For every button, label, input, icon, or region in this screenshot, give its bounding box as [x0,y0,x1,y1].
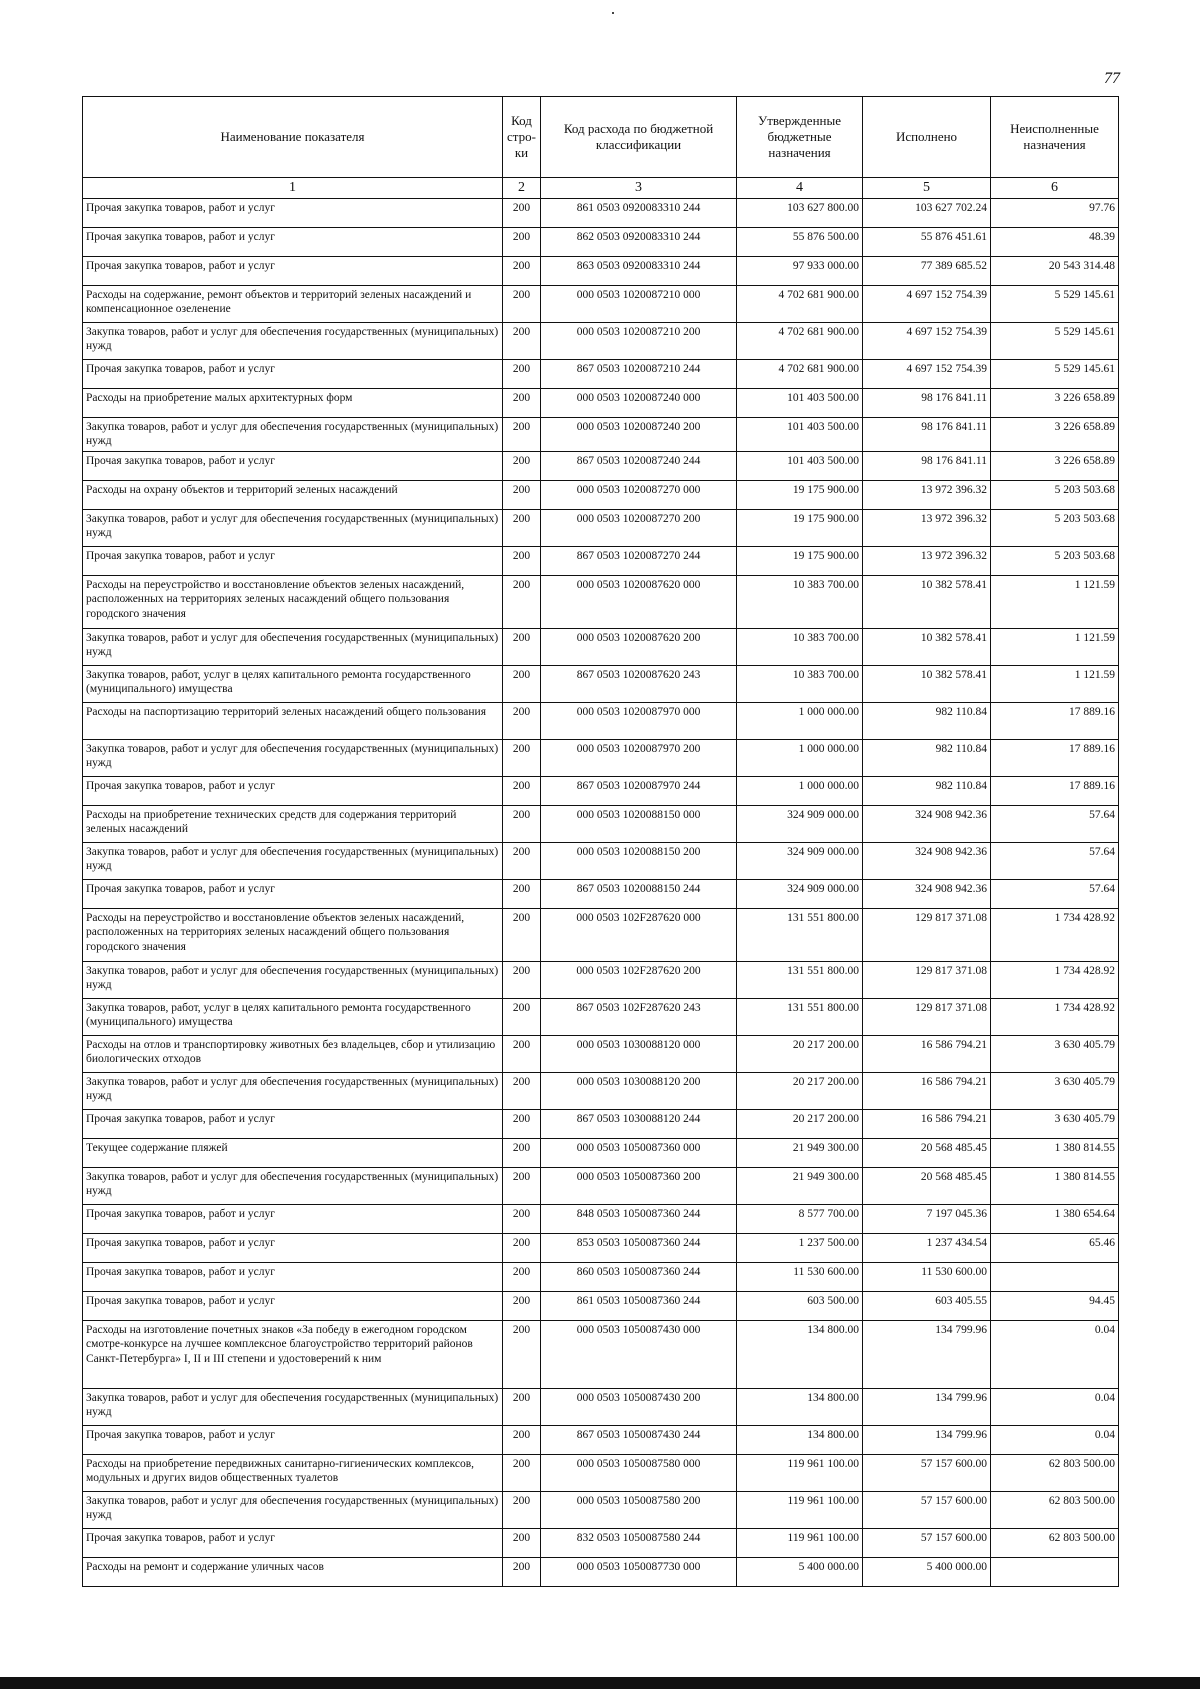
table-row [83,1388,1119,1425]
row-name: Закупка товаров, работ и услуг для обеспечения государственных (муниципальных) нужд [83,1388,503,1425]
row-name: Прочая закупка товаров, работ и услуг [83,199,503,228]
row-unexecuted-amount: 0.04 [991,1320,1119,1388]
row-approved-amount: 324 909 000.00 [737,879,863,908]
row-executed-amount: 4 697 152 754.39 [863,286,991,323]
row-executed-amount: 134 799.96 [863,1320,991,1388]
row-approved-amount: 4 702 681 900.00 [737,286,863,323]
row-approved-amount: 131 551 800.00 [737,998,863,1035]
header-line-code: Код стро-ки [503,97,541,178]
table-row [83,842,1119,879]
row-executed-amount: 77 389 685.52 [863,257,991,286]
row-executed-amount: 134 799.96 [863,1425,991,1454]
row-unexecuted-amount: 5 203 503.68 [991,509,1119,546]
row-line-code: 200 [503,1425,541,1454]
row-executed-amount: 20 568 485.45 [863,1167,991,1204]
table-row [83,286,1119,323]
row-expense-code: 000 0503 1020087210 000 [541,286,737,323]
row-expense-code: 867 0503 1020088150 244 [541,879,737,908]
row-approved-amount: 4 702 681 900.00 [737,360,863,389]
budget-execution-table [82,96,1119,1587]
row-line-code: 200 [503,360,541,389]
row-unexecuted-amount: 1 734 428.92 [991,908,1119,961]
table-row [83,739,1119,776]
row-expense-code: 867 0503 1020087210 244 [541,360,737,389]
row-unexecuted-amount: 3 226 658.89 [991,389,1119,418]
row-line-code: 200 [503,776,541,805]
row-executed-amount: 1 237 434.54 [863,1233,991,1262]
row-executed-amount: 324 908 942.36 [863,842,991,879]
row-line-code: 200 [503,1388,541,1425]
row-unexecuted-amount: 17 889.16 [991,739,1119,776]
row-line-code: 200 [503,1557,541,1586]
row-expense-code: 000 0503 1050087730 000 [541,1557,737,1586]
row-name: Прочая закупка товаров, работ и услуг [83,228,503,257]
row-name: Закупка товаров, работ и услуг для обеспечения государственных (муниципальных) нужд [83,1491,503,1528]
row-line-code: 200 [503,1072,541,1109]
row-name: Закупка товаров, работ и услуг для обеспечения государственных (муниципальных) нужд [83,323,503,360]
row-unexecuted-amount: 3 630 405.79 [991,1035,1119,1072]
table-row [83,451,1119,480]
row-unexecuted-amount: 65.46 [991,1233,1119,1262]
table-row [83,1320,1119,1388]
row-expense-code: 000 0503 1020087970 000 [541,702,737,739]
row-expense-code: 000 0503 1030088120 200 [541,1072,737,1109]
scan-edge-bar [0,1677,1200,1689]
row-executed-amount: 16 586 794.21 [863,1035,991,1072]
row-executed-amount: 5 400 000.00 [863,1557,991,1586]
row-line-code: 200 [503,998,541,1035]
row-unexecuted-amount: 0.04 [991,1425,1119,1454]
row-expense-code: 867 0503 1050087430 244 [541,1425,737,1454]
row-expense-code: 000 0503 102F287620 200 [541,961,737,998]
table-row [83,1204,1119,1233]
row-executed-amount: 4 697 152 754.39 [863,360,991,389]
row-approved-amount: 19 175 900.00 [737,480,863,509]
row-expense-code: 000 0503 1020087240 000 [541,389,737,418]
row-approved-amount: 1 237 500.00 [737,1233,863,1262]
row-name: Прочая закупка товаров, работ и услуг [83,257,503,286]
row-line-code: 200 [503,1035,541,1072]
row-expense-code: 861 0503 1050087360 244 [541,1291,737,1320]
row-line-code: 200 [503,1291,541,1320]
row-name: Закупка товаров, работ и услуг для обеспечения государственных (муниципальных) нужд [83,739,503,776]
row-line-code: 200 [503,1109,541,1138]
row-name: Прочая закупка товаров, работ и услуг [83,1528,503,1557]
row-expense-code: 000 0503 1050087430 200 [541,1388,737,1425]
row-approved-amount: 20 217 200.00 [737,1109,863,1138]
row-line-code: 200 [503,1138,541,1167]
row-expense-code: 000 0503 1030088120 000 [541,1035,737,1072]
row-approved-amount: 324 909 000.00 [737,842,863,879]
row-unexecuted-amount: 5 529 145.61 [991,286,1119,323]
row-expense-code: 000 0503 1050087360 200 [541,1167,737,1204]
row-line-code: 200 [503,228,541,257]
row-line-code: 200 [503,908,541,961]
row-name: Текущее содержание пляжей [83,1138,503,1167]
header-expense-code: Код расхода по бюджетной классификации [541,97,737,178]
table-row [83,575,1119,628]
row-unexecuted-amount: 1 380 814.55 [991,1167,1119,1204]
row-unexecuted-amount [991,1262,1119,1291]
row-name: Расходы на переустройство и восстановление объектов зеленых насаждений, расположенных на территориях зеленых насаждений общего пользования городского значения [83,908,503,961]
row-line-code: 200 [503,739,541,776]
row-approved-amount: 101 403 500.00 [737,418,863,452]
row-executed-amount: 10 382 578.41 [863,575,991,628]
row-executed-amount: 13 972 396.32 [863,480,991,509]
row-line-code: 200 [503,418,541,452]
row-unexecuted-amount: 3 226 658.89 [991,418,1119,452]
row-line-code: 200 [503,389,541,418]
table-row [83,418,1119,452]
row-executed-amount: 103 627 702.24 [863,199,991,228]
table-row [83,323,1119,360]
row-name: Расходы на паспортизацию территорий зеленых насаждений общего пользования [83,702,503,739]
row-executed-amount: 57 157 600.00 [863,1491,991,1528]
row-approved-amount: 134 800.00 [737,1388,863,1425]
row-name: Расходы на ремонт и содержание уличных часов [83,1557,503,1586]
row-name: Прочая закупка товаров, работ и услуг [83,1233,503,1262]
row-line-code: 200 [503,575,541,628]
row-executed-amount: 324 908 942.36 [863,805,991,842]
row-approved-amount: 5 400 000.00 [737,1557,863,1586]
row-unexecuted-amount: 3 226 658.89 [991,451,1119,480]
table-row [83,1425,1119,1454]
row-unexecuted-amount: 17 889.16 [991,776,1119,805]
row-name: Закупка товаров, работ и услуг для обеспечения государственных (муниципальных) нужд [83,1167,503,1204]
row-unexecuted-amount: 62 803 500.00 [991,1528,1119,1557]
row-approved-amount: 11 530 600.00 [737,1262,863,1291]
row-unexecuted-amount: 1 121.59 [991,628,1119,665]
row-unexecuted-amount [991,1557,1119,1586]
row-unexecuted-amount: 62 803 500.00 [991,1491,1119,1528]
row-line-code: 200 [503,628,541,665]
row-approved-amount: 55 876 500.00 [737,228,863,257]
row-unexecuted-amount: 17 889.16 [991,702,1119,739]
table-row [83,546,1119,575]
row-expense-code: 860 0503 1050087360 244 [541,1262,737,1291]
row-line-code: 200 [503,961,541,998]
row-approved-amount: 20 217 200.00 [737,1072,863,1109]
row-name: Расходы на охрану объектов и территорий зеленых насаждений [83,480,503,509]
row-line-code: 200 [503,1262,541,1291]
row-name: Прочая закупка товаров, работ и услуг [83,546,503,575]
row-expense-code: 867 0503 102F287620 243 [541,998,737,1035]
row-executed-amount: 57 157 600.00 [863,1528,991,1557]
row-name: Расходы на содержание, ремонт объектов и территорий зеленых насаждений и компенсационное озеленение [83,286,503,323]
table-row [83,1557,1119,1586]
row-approved-amount: 1 000 000.00 [737,739,863,776]
row-approved-amount: 1 000 000.00 [737,776,863,805]
table-row [83,509,1119,546]
row-name: Прочая закупка товаров, работ и услуг [83,776,503,805]
row-expense-code: 000 0503 1020087620 000 [541,575,737,628]
row-executed-amount: 982 110.84 [863,702,991,739]
row-line-code: 200 [503,323,541,360]
row-line-code: 200 [503,1320,541,1388]
row-approved-amount: 119 961 100.00 [737,1528,863,1557]
row-name: Расходы на приобретение технических средств для содержания территорий зеленых насаждений [83,805,503,842]
row-name: Расходы на отлов и транспортировку животных без владельцев, сбор и утилизацию биологических отходов [83,1035,503,1072]
row-line-code: 200 [503,199,541,228]
row-executed-amount: 57 157 600.00 [863,1454,991,1491]
row-executed-amount: 98 176 841.11 [863,418,991,452]
row-unexecuted-amount: 0.04 [991,1388,1119,1425]
row-executed-amount: 982 110.84 [863,776,991,805]
table-row [83,1491,1119,1528]
row-line-code: 200 [503,451,541,480]
row-expense-code: 000 0503 1020087240 200 [541,418,737,452]
table-row [83,228,1119,257]
row-unexecuted-amount: 1 121.59 [991,575,1119,628]
row-unexecuted-amount: 3 630 405.79 [991,1072,1119,1109]
row-executed-amount: 603 405.55 [863,1291,991,1320]
column-number: 3 [541,178,737,199]
row-unexecuted-amount: 57.64 [991,842,1119,879]
row-name: Прочая закупка товаров, работ и услуг [83,879,503,908]
table-row [83,257,1119,286]
table-row [83,1454,1119,1491]
row-line-code: 200 [503,286,541,323]
table-row [83,961,1119,998]
row-approved-amount: 4 702 681 900.00 [737,323,863,360]
page-number: 77 [1104,70,1120,87]
row-name: Закупка товаров, работ и услуг для обеспечения государственных (муниципальных) нужд [83,842,503,879]
row-unexecuted-amount: 57.64 [991,879,1119,908]
row-line-code: 200 [503,1528,541,1557]
row-expense-code: 867 0503 1030088120 244 [541,1109,737,1138]
row-approved-amount: 97 933 000.00 [737,257,863,286]
row-line-code: 200 [503,480,541,509]
row-line-code: 200 [503,546,541,575]
scan-speck [612,12,614,14]
row-approved-amount: 324 909 000.00 [737,805,863,842]
row-expense-code: 832 0503 1050087580 244 [541,1528,737,1557]
row-line-code: 200 [503,1233,541,1262]
row-approved-amount: 131 551 800.00 [737,908,863,961]
row-expense-code: 848 0503 1050087360 244 [541,1204,737,1233]
row-line-code: 200 [503,805,541,842]
row-approved-amount: 134 800.00 [737,1425,863,1454]
table-body [83,199,1119,1587]
row-name: Закупка товаров, работ и услуг для обеспечения государственных (муниципальных) нужд [83,628,503,665]
row-approved-amount: 20 217 200.00 [737,1035,863,1072]
table-row [83,1035,1119,1072]
row-executed-amount: 129 817 371.08 [863,961,991,998]
table-row [83,1528,1119,1557]
row-unexecuted-amount: 48.39 [991,228,1119,257]
table-row [83,628,1119,665]
row-approved-amount: 19 175 900.00 [737,509,863,546]
row-line-code: 200 [503,879,541,908]
table-row [83,879,1119,908]
row-expense-code: 000 0503 1020087970 200 [541,739,737,776]
row-approved-amount: 1 000 000.00 [737,702,863,739]
row-name: Закупка товаров, работ и услуг для обеспечения государственных (муниципальных) нужд [83,418,503,452]
row-approved-amount: 603 500.00 [737,1291,863,1320]
row-name: Расходы на приобретение передвижных санитарно-гигиенических комплексов, модульных и других видов общественных туалетов [83,1454,503,1491]
row-line-code: 200 [503,1204,541,1233]
row-approved-amount: 101 403 500.00 [737,451,863,480]
row-name: Прочая закупка товаров, работ и услуг [83,1425,503,1454]
row-unexecuted-amount: 94.45 [991,1291,1119,1320]
table-header [83,97,1119,199]
row-unexecuted-amount: 1 380 814.55 [991,1138,1119,1167]
row-expense-code: 000 0503 102F287620 000 [541,908,737,961]
row-expense-code: 863 0503 0920083310 244 [541,257,737,286]
row-executed-amount: 16 586 794.21 [863,1072,991,1109]
row-expense-code: 000 0503 1020088150 000 [541,805,737,842]
column-number: 1 [83,178,503,199]
column-number: 4 [737,178,863,199]
row-expense-code: 867 0503 1020087970 244 [541,776,737,805]
row-unexecuted-amount: 1 734 428.92 [991,961,1119,998]
table-row [83,1262,1119,1291]
row-approved-amount: 103 627 800.00 [737,199,863,228]
row-unexecuted-amount: 3 630 405.79 [991,1109,1119,1138]
row-approved-amount: 119 961 100.00 [737,1454,863,1491]
row-unexecuted-amount: 62 803 500.00 [991,1454,1119,1491]
table-row [83,1072,1119,1109]
row-expense-code: 861 0503 0920083310 244 [541,199,737,228]
row-expense-code: 862 0503 0920083310 244 [541,228,737,257]
column-number: 6 [991,178,1119,199]
table-row [83,776,1119,805]
row-approved-amount: 10 383 700.00 [737,628,863,665]
row-expense-code: 867 0503 1020087620 243 [541,665,737,702]
table-row [83,1291,1119,1320]
row-line-code: 200 [503,1167,541,1204]
row-name: Прочая закупка товаров, работ и услуг [83,1291,503,1320]
row-expense-code: 000 0503 1050087580 200 [541,1491,737,1528]
row-executed-amount: 98 176 841.11 [863,451,991,480]
table-row [83,805,1119,842]
column-number-row [83,178,1119,199]
row-name: Закупка товаров, работ и услуг для обеспечения государственных (муниципальных) нужд [83,961,503,998]
row-approved-amount: 10 383 700.00 [737,665,863,702]
table-row [83,908,1119,961]
row-approved-amount: 101 403 500.00 [737,389,863,418]
row-name: Закупка товаров, работ, услуг в целях капитального ремонта государственного (муниципального) имущества [83,998,503,1035]
row-name: Расходы на переустройство и восстановление объектов зеленых насаждений, расположенных на территориях зеленых насаждений общего пользования городского значения [83,575,503,628]
row-executed-amount: 10 382 578.41 [863,665,991,702]
table-row [83,1233,1119,1262]
row-approved-amount: 21 949 300.00 [737,1138,863,1167]
row-name: Закупка товаров, работ, услуг в целях капитального ремонта государственного (муниципального) имущества [83,665,503,702]
row-executed-amount: 55 876 451.61 [863,228,991,257]
column-number: 5 [863,178,991,199]
row-executed-amount: 20 568 485.45 [863,1138,991,1167]
row-executed-amount: 129 817 371.08 [863,908,991,961]
row-line-code: 200 [503,665,541,702]
table-row [83,665,1119,702]
row-name: Прочая закупка товаров, работ и услуг [83,1262,503,1291]
row-executed-amount: 98 176 841.11 [863,389,991,418]
row-name: Закупка товаров, работ и услуг для обеспечения государственных (муниципальных) нужд [83,1072,503,1109]
row-executed-amount: 13 972 396.32 [863,546,991,575]
row-line-code: 200 [503,509,541,546]
row-line-code: 200 [503,842,541,879]
row-approved-amount: 19 175 900.00 [737,546,863,575]
row-expense-code: 853 0503 1050087360 244 [541,1233,737,1262]
table-row [83,1138,1119,1167]
row-executed-amount: 16 586 794.21 [863,1109,991,1138]
row-name: Прочая закупка товаров, работ и услуг [83,1204,503,1233]
row-approved-amount: 8 577 700.00 [737,1204,863,1233]
row-unexecuted-amount: 97.76 [991,199,1119,228]
row-name: Закупка товаров, работ и услуг для обеспечения государственных (муниципальных) нужд [83,509,503,546]
row-expense-code: 000 0503 1020087620 200 [541,628,737,665]
row-unexecuted-amount: 1 734 428.92 [991,998,1119,1035]
row-expense-code: 000 0503 1020087210 200 [541,323,737,360]
row-expense-code: 867 0503 1020087270 244 [541,546,737,575]
row-unexecuted-amount: 5 203 503.68 [991,480,1119,509]
row-line-code: 200 [503,257,541,286]
row-executed-amount: 324 908 942.36 [863,879,991,908]
table-row [83,360,1119,389]
row-expense-code: 867 0503 1020087240 244 [541,451,737,480]
row-unexecuted-amount: 20 543 314.48 [991,257,1119,286]
table-row [83,389,1119,418]
row-line-code: 200 [503,702,541,739]
row-name: Расходы на изготовление почетных знаков «За победу в ежегодном городском смотре-конкурсе на лучшее комплексное благоустройство территорий районов Санкт-Петербурга» I, II и III степени и удостоверений к ним [83,1320,503,1388]
row-line-code: 200 [503,1491,541,1528]
row-unexecuted-amount: 5 203 503.68 [991,546,1119,575]
table-row [83,702,1119,739]
row-executed-amount: 982 110.84 [863,739,991,776]
header-unexecuted: Неисполненные назначения [991,97,1119,178]
row-approved-amount: 119 961 100.00 [737,1491,863,1528]
row-executed-amount: 10 382 578.41 [863,628,991,665]
header-approved: Утвержденные бюджетные назначения [737,97,863,178]
row-approved-amount: 131 551 800.00 [737,961,863,998]
row-expense-code: 000 0503 1020087270 200 [541,509,737,546]
table-row [83,1167,1119,1204]
row-line-code: 200 [503,1454,541,1491]
row-expense-code: 000 0503 1020088150 200 [541,842,737,879]
table-row [83,1109,1119,1138]
row-unexecuted-amount: 57.64 [991,805,1119,842]
row-unexecuted-amount: 1 121.59 [991,665,1119,702]
header-name: Наименование показателя [83,97,503,178]
row-executed-amount: 11 530 600.00 [863,1262,991,1291]
table-row [83,480,1119,509]
row-expense-code: 000 0503 1050087430 000 [541,1320,737,1388]
row-approved-amount: 21 949 300.00 [737,1167,863,1204]
row-unexecuted-amount: 1 380 654.64 [991,1204,1119,1233]
row-name: Прочая закупка товаров, работ и услуг [83,1109,503,1138]
row-name: Расходы на приобретение малых архитектурных форм [83,389,503,418]
row-executed-amount: 7 197 045.36 [863,1204,991,1233]
row-expense-code: 000 0503 1020087270 000 [541,480,737,509]
row-executed-amount: 134 799.96 [863,1388,991,1425]
column-number: 2 [503,178,541,199]
row-unexecuted-amount: 5 529 145.61 [991,323,1119,360]
row-name: Прочая закупка товаров, работ и услуг [83,360,503,389]
row-approved-amount: 10 383 700.00 [737,575,863,628]
row-unexecuted-amount: 5 529 145.61 [991,360,1119,389]
table-row [83,199,1119,228]
table-row [83,998,1119,1035]
row-approved-amount: 134 800.00 [737,1320,863,1388]
row-executed-amount: 13 972 396.32 [863,509,991,546]
row-name: Прочая закупка товаров, работ и услуг [83,451,503,480]
row-expense-code: 000 0503 1050087360 000 [541,1138,737,1167]
row-executed-amount: 129 817 371.08 [863,998,991,1035]
header-executed: Исполнено [863,97,991,178]
row-executed-amount: 4 697 152 754.39 [863,323,991,360]
row-expense-code: 000 0503 1050087580 000 [541,1454,737,1491]
